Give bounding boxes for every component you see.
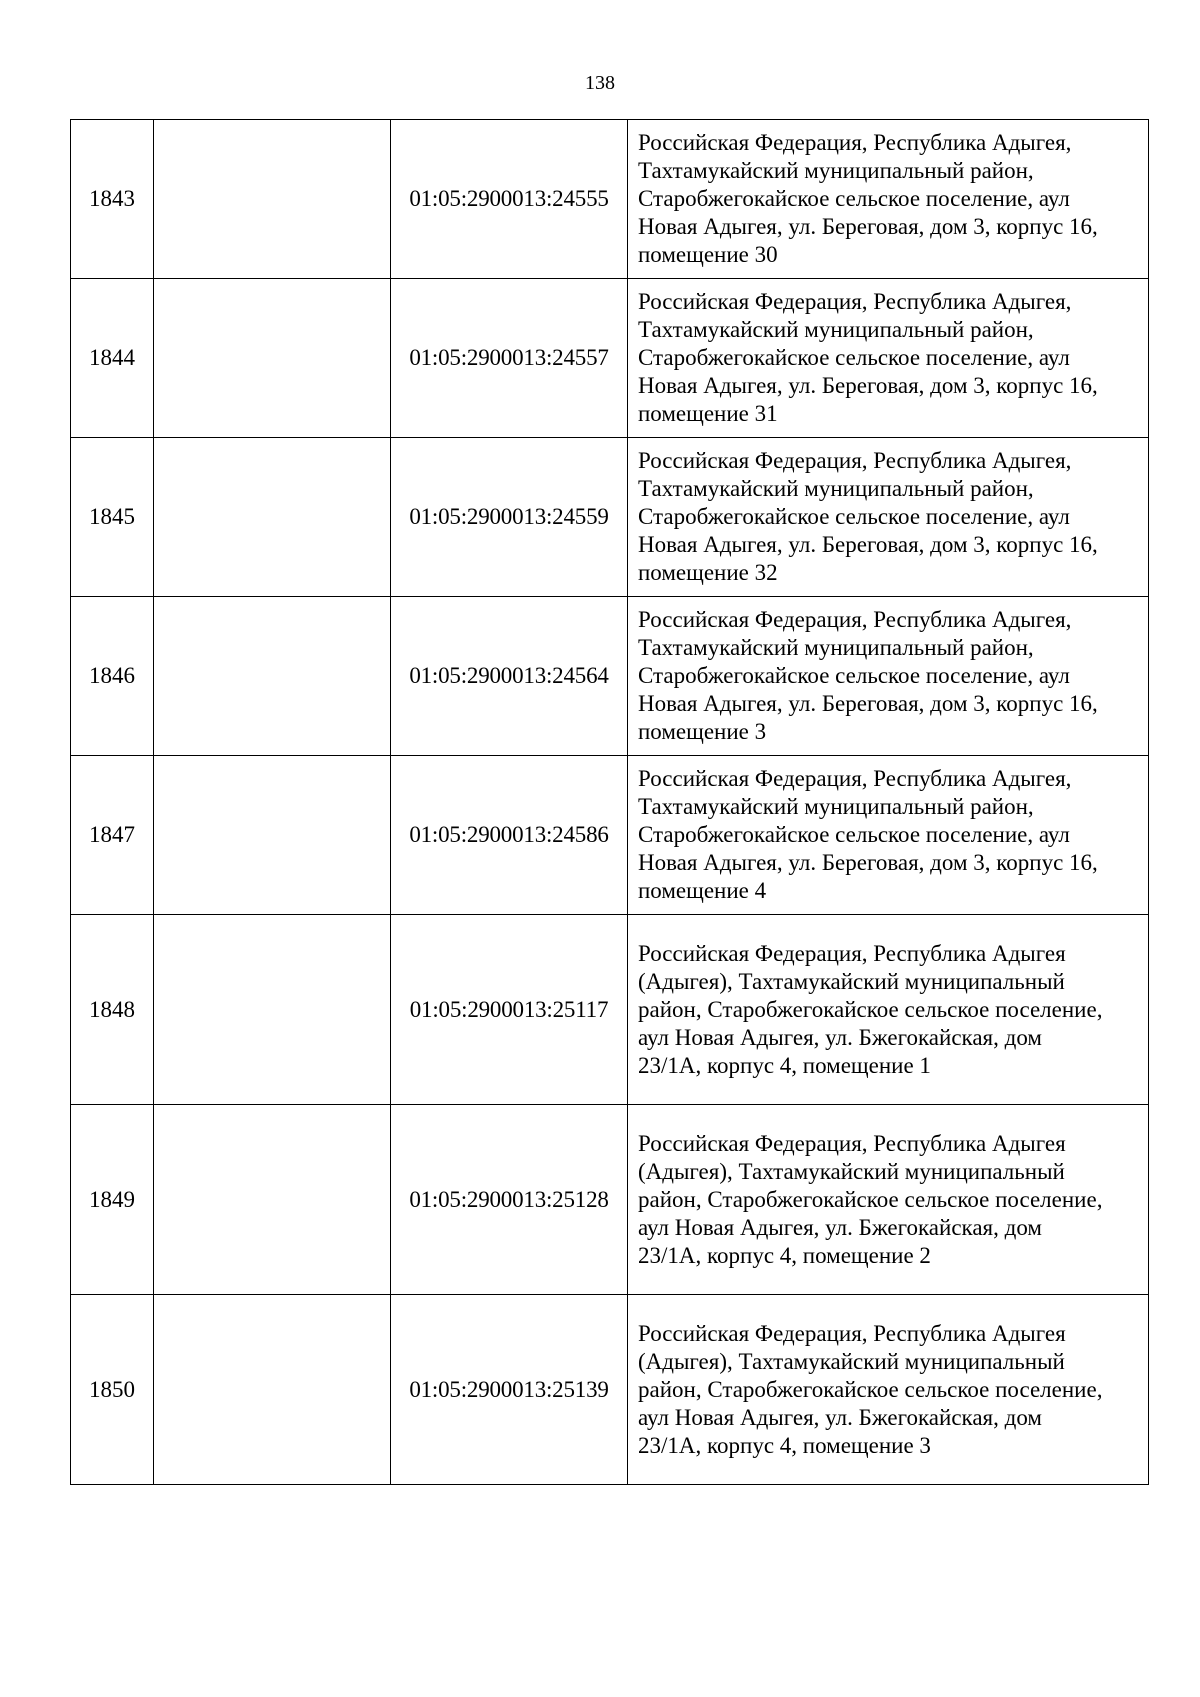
address-line: Новая Адыгея, ул. Береговая, дом 3, корпус 16,: [638, 691, 1098, 716]
address-line: Российская Федерация, Республика Адыгея: [638, 1320, 1066, 1346]
address-line: Российская Федерация, Республика Адыгея: [638, 940, 1066, 966]
owner-cell: [154, 597, 391, 756]
address-cell: [628, 120, 1149, 279]
address-line: Старобжегокайское сельское поселение, аул: [638, 663, 1070, 688]
cadastral-number: 01:05:2900013:24559: [391, 438, 628, 597]
address-cell: [628, 756, 1149, 915]
owner-cell: [154, 1105, 391, 1295]
address-line: (Адыгея), Тахтамукайский муниципальный: [638, 1348, 1065, 1374]
cadastral-number: 01:05:2900013:24586: [391, 756, 628, 915]
address-cell: [628, 597, 1149, 756]
address-line: Новая Адыгея, ул. Береговая, дом 3, корпус 16,: [638, 850, 1098, 875]
address-line: 23/1А, корпус 4, помещение 2: [638, 1242, 931, 1268]
row-number: 1847: [71, 756, 154, 915]
row-number: 1848: [71, 915, 154, 1105]
address-line: (Адыгея), Тахтамукайский муниципальный: [638, 1158, 1065, 1184]
address-line: Старобжегокайское сельское поселение, аул: [638, 504, 1070, 529]
address-line: Российская Федерация, Республика Адыгея,: [638, 766, 1072, 791]
address-line: Российская Федерация, Республика Адыгея,: [638, 130, 1072, 155]
address-cell: [628, 438, 1149, 597]
table-row: [71, 120, 1149, 279]
address-line: аул Новая Адыгея, ул. Бжегокайская, дом: [638, 1024, 1042, 1050]
cadastral-number: 01:05:2900013:24557: [391, 279, 628, 438]
address-cell: [628, 915, 1149, 1105]
address-line: Тахтамукайский муниципальный район,: [638, 635, 1034, 660]
row-number: 1849: [71, 1105, 154, 1295]
address-line: район, Старобжегокайское сельское поселение,: [638, 1186, 1103, 1212]
registry-table-body: [71, 120, 1149, 1485]
table-row: [71, 438, 1149, 597]
address-line: Тахтамукайский муниципальный район,: [638, 476, 1034, 501]
owner-cell: [154, 279, 391, 438]
address-line: Российская Федерация, Республика Адыгея,: [638, 607, 1072, 632]
address-line: 23/1А, корпус 4, помещение 3: [638, 1432, 931, 1458]
row-number: 1845: [71, 438, 154, 597]
row-number: 1846: [71, 597, 154, 756]
row-number: 1844: [71, 279, 154, 438]
address-cell: [628, 279, 1149, 438]
page-number: 138: [585, 72, 615, 94]
address-line: аул Новая Адыгея, ул. Бжегокайская, дом: [638, 1404, 1042, 1430]
address-line: Российская Федерация, Республика Адыгея,: [638, 448, 1072, 473]
address-line: Тахтамукайский муниципальный район,: [638, 158, 1034, 183]
address-line: аул Новая Адыгея, ул. Бжегокайская, дом: [638, 1214, 1042, 1240]
address-line: Тахтамукайский муниципальный район,: [638, 317, 1034, 342]
address-line: Новая Адыгея, ул. Береговая, дом 3, корпус 16,: [638, 373, 1098, 398]
cadastral-number: 01:05:2900013:25128: [391, 1105, 628, 1295]
table-row: [71, 597, 1149, 756]
address-line: помещение 32: [638, 560, 778, 585]
address-line: помещение 30: [638, 242, 778, 267]
address-line: Старобжегокайское сельское поселение, аул: [638, 345, 1070, 370]
address-line: 23/1А, корпус 4, помещение 1: [638, 1052, 931, 1078]
row-number: 1850: [71, 1295, 154, 1485]
owner-cell: [154, 1295, 391, 1485]
address-line: Старобжегокайское сельское поселение, аул: [638, 186, 1070, 211]
table-row: [71, 1295, 1149, 1485]
owner-cell: [154, 120, 391, 279]
address-line: Старобжегокайское сельское поселение, аул: [638, 822, 1070, 847]
address-line: (Адыгея), Тахтамукайский муниципальный: [638, 968, 1065, 994]
cadastral-number: 01:05:2900013:24555: [391, 120, 628, 279]
table-row: [71, 279, 1149, 438]
table-row: [71, 915, 1149, 1105]
address-line: помещение 4: [638, 878, 767, 903]
address-line: помещение 31: [638, 401, 778, 426]
address-line: Новая Адыгея, ул. Береговая, дом 3, корпус 16,: [638, 214, 1098, 239]
row-number: 1843: [71, 120, 154, 279]
address-cell: [628, 1105, 1149, 1295]
owner-cell: [154, 756, 391, 915]
table-row: [71, 1105, 1149, 1295]
address-line: помещение 3: [638, 719, 767, 744]
address-cell: [628, 1295, 1149, 1485]
cadastral-number: 01:05:2900013:25139: [391, 1295, 628, 1485]
address-line: район, Старобжегокайское сельское поселение,: [638, 1376, 1103, 1402]
address-line: район, Старобжегокайское сельское поселение,: [638, 996, 1103, 1022]
cadastral-number: 01:05:2900013:24564: [391, 597, 628, 756]
owner-cell: [154, 438, 391, 597]
address-line: Российская Федерация, Республика Адыгея: [638, 1130, 1066, 1156]
cadastral-number: 01:05:2900013:25117: [391, 915, 628, 1105]
address-line: Новая Адыгея, ул. Береговая, дом 3, корпус 16,: [638, 532, 1098, 557]
address-line: Тахтамукайский муниципальный район,: [638, 794, 1034, 819]
registry-table: [70, 119, 1149, 1485]
table-row: [71, 756, 1149, 915]
address-line: Российская Федерация, Республика Адыгея,: [638, 289, 1072, 314]
owner-cell: [154, 915, 391, 1105]
